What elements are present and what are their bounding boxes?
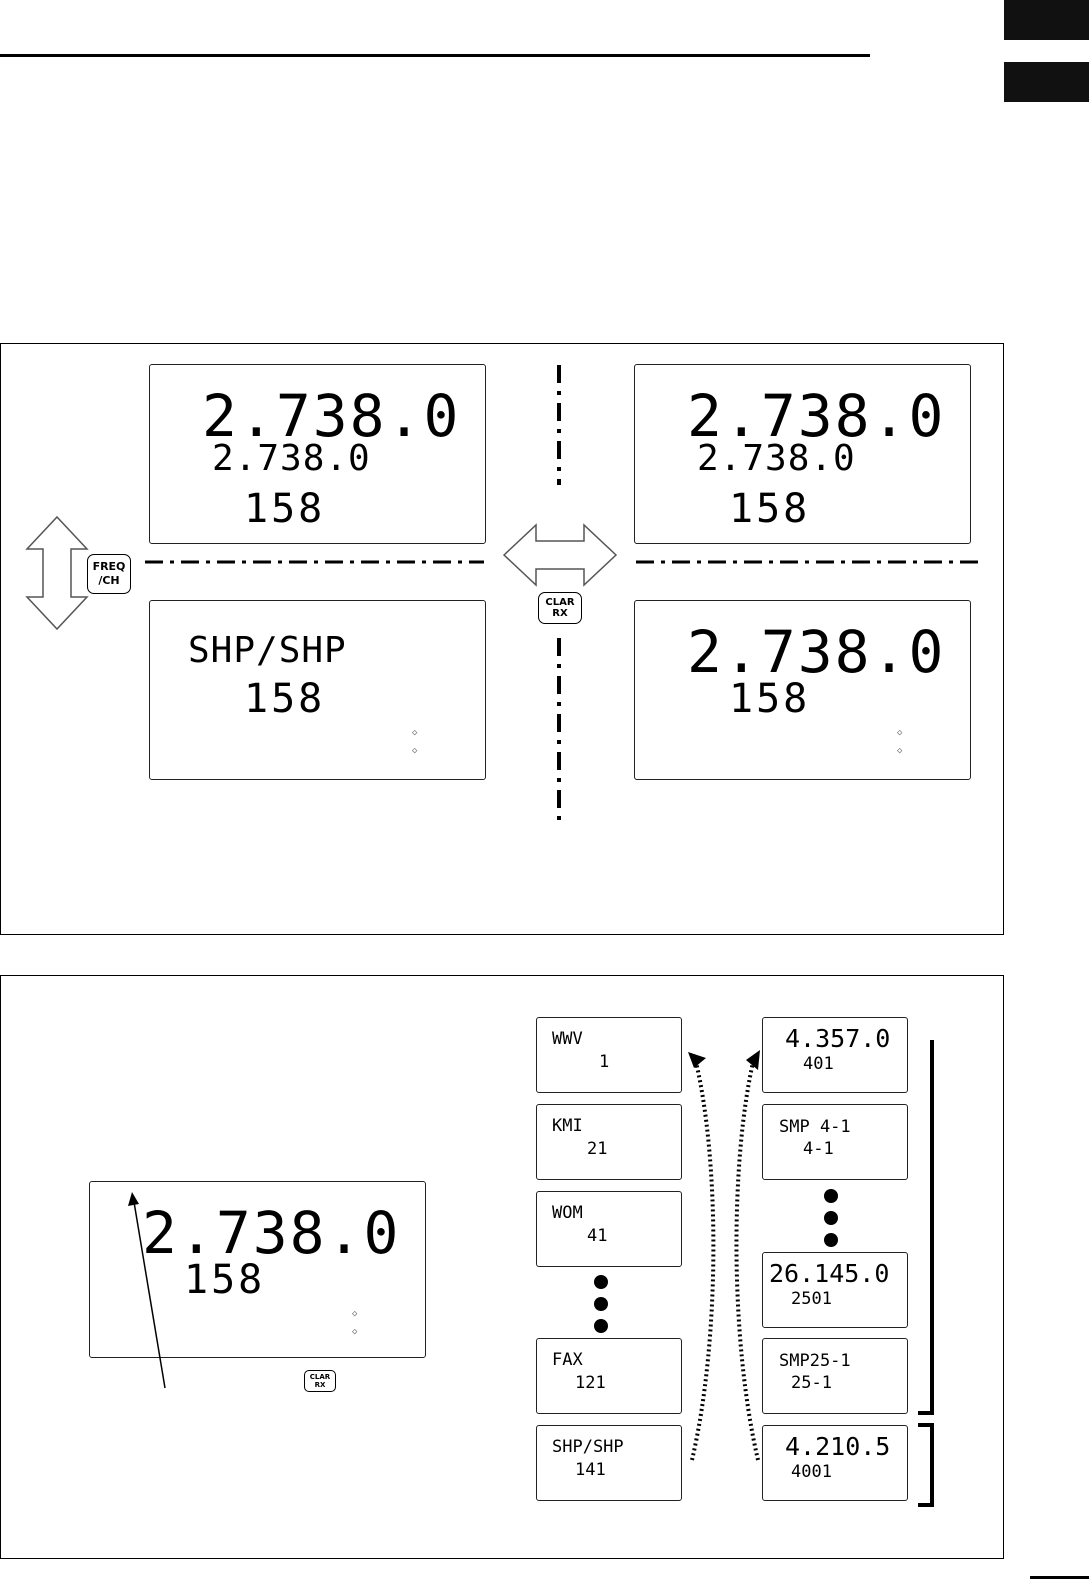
main-frequency: 2.738.0	[687, 618, 946, 686]
frequency: 4.357.0	[785, 1024, 891, 1053]
lcd-top-left	[149, 364, 486, 544]
lcd-top-right	[634, 364, 971, 544]
clar-rx-key[interactable]: CLAR RX	[538, 592, 582, 624]
channel-number: 121	[575, 1373, 606, 1393]
status-marker-icon: ◇	[352, 1327, 358, 1337]
channel-box-fax	[536, 1338, 682, 1414]
station-name: KMI	[552, 1116, 583, 1136]
channel-number: 401	[803, 1054, 834, 1074]
frequency: 26.145.0	[769, 1259, 890, 1288]
channel-number: 158	[244, 486, 326, 532]
channel-number: 21	[587, 1139, 608, 1159]
channel-box-shp	[536, 1425, 682, 1501]
channel-number: 4-1	[803, 1139, 834, 1159]
station-name: SMP 4-1	[779, 1117, 851, 1137]
pointer-arrow-icon	[120, 1190, 180, 1390]
lcd-bottom-left	[149, 600, 486, 780]
status-marker-icon: ◇	[412, 746, 418, 756]
ellipsis-dot	[594, 1319, 608, 1333]
channel-number: 41	[587, 1226, 608, 1246]
station-name: WOM	[552, 1203, 583, 1223]
ellipsis-dot	[594, 1275, 608, 1289]
main-frequency: 2.738.0	[687, 382, 946, 450]
main-frequency: 2.738.0	[202, 382, 461, 450]
vertical-double-arrow-icon	[25, 515, 89, 631]
header-rule	[0, 54, 870, 57]
channel-number: 4001	[791, 1462, 832, 1482]
channel-number: 158	[729, 486, 811, 532]
ellipsis-dot	[594, 1297, 608, 1311]
station-name: WWV	[552, 1029, 583, 1049]
station-name: SHP/SHP	[552, 1437, 624, 1457]
channel-number: 2501	[791, 1289, 832, 1309]
channel-number: 158	[244, 676, 326, 722]
freq-ch-key[interactable]: FREQ /CH	[87, 554, 131, 594]
scroll-cycle-graphic	[680, 1040, 940, 1510]
section-tab-upper	[1004, 0, 1089, 40]
status-marker-icon: ◇	[352, 1309, 358, 1319]
frequency: 4.210.5	[785, 1432, 891, 1461]
sub-frequency: 2.738.0	[697, 438, 856, 479]
channel-number: 141	[575, 1460, 606, 1480]
horizontal-double-arrow-icon	[502, 523, 618, 587]
status-marker-icon: ◇	[897, 728, 903, 738]
channel-number: 25-1	[791, 1373, 832, 1393]
channel-box-wom	[536, 1191, 682, 1267]
station-name: SHP/SHP	[188, 630, 347, 671]
sub-frequency: 2.738.0	[212, 438, 371, 479]
station-name: FAX	[552, 1350, 583, 1370]
channel-number: 1	[599, 1052, 610, 1072]
clar-rx-key-small: CLAR RX	[304, 1370, 336, 1392]
status-marker-icon: ◇	[412, 728, 418, 738]
section-tab-lower	[1004, 62, 1089, 102]
lcd-bottom-right	[634, 600, 971, 780]
channel-number: 158	[184, 1257, 266, 1303]
channel-box-wwv	[536, 1017, 682, 1093]
station-name: SMP25-1	[779, 1351, 851, 1371]
page-number-bar	[1030, 1576, 1089, 1579]
main-frequency: 2.738.0	[142, 1199, 401, 1267]
channel-number: 158	[729, 676, 811, 722]
channel-box-kmi	[536, 1104, 682, 1180]
status-marker-icon: ◇	[897, 746, 903, 756]
